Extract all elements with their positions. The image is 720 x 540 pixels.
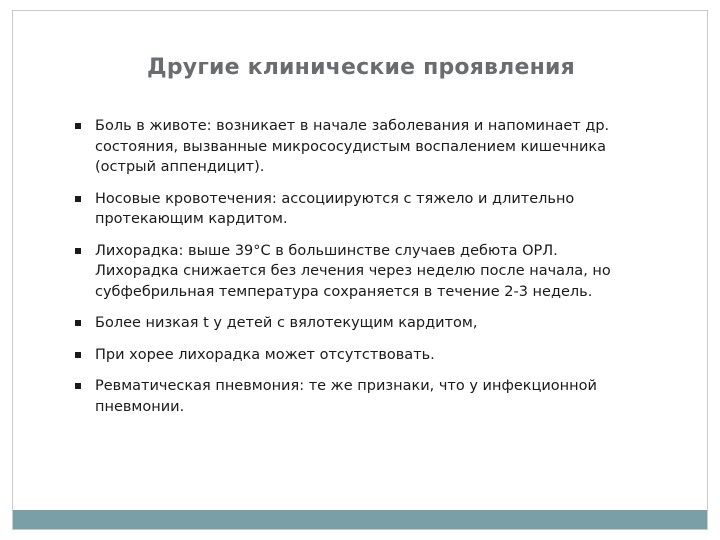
bullet-item (75, 313, 635, 334)
bullet-item (75, 189, 635, 230)
footer-bar (13, 510, 707, 529)
square-bullet-icon (75, 320, 81, 326)
square-bullet-icon (75, 383, 81, 389)
square-bullet-icon (75, 196, 81, 202)
bullet-text: Лихорадка: выше 39°С в большинстве случаев дебюта ОРЛ. Лихорадка снижается без лечения через неделю после начала, но субфебрильная температура сохраняется в течение 2-3 недель. (95, 242, 611, 300)
bullet-text: Более низкая t у детей с вялотекущим кардитом, (95, 315, 478, 331)
slide (12, 10, 708, 530)
bullet-item (75, 116, 635, 178)
square-bullet-icon (75, 352, 81, 358)
bullet-item (75, 345, 635, 366)
bullet-item (75, 376, 635, 417)
bullet-text: Носовые кровотечения: ассоциируются с тяжело и длительно протекающим кардитом. (95, 190, 575, 227)
bullet-text: Боль в животе: возникает в начале заболевания и напоминает др. состояния, вызванные микрососудистым воспалением кишечника (острый аппендицит). (95, 118, 610, 175)
bullet-text: При хорее лихорадка может отсутствовать. (95, 346, 435, 363)
bullet-text: Ревматическая пневмония: те же признаки, что у инфекционной пневмонии. (95, 378, 597, 415)
slide-title: Другие клинические проявления (147, 55, 575, 80)
square-bullet-icon (75, 248, 81, 254)
bullet-item (75, 241, 635, 303)
square-bullet-icon (75, 123, 81, 129)
bullet-list (75, 116, 635, 428)
